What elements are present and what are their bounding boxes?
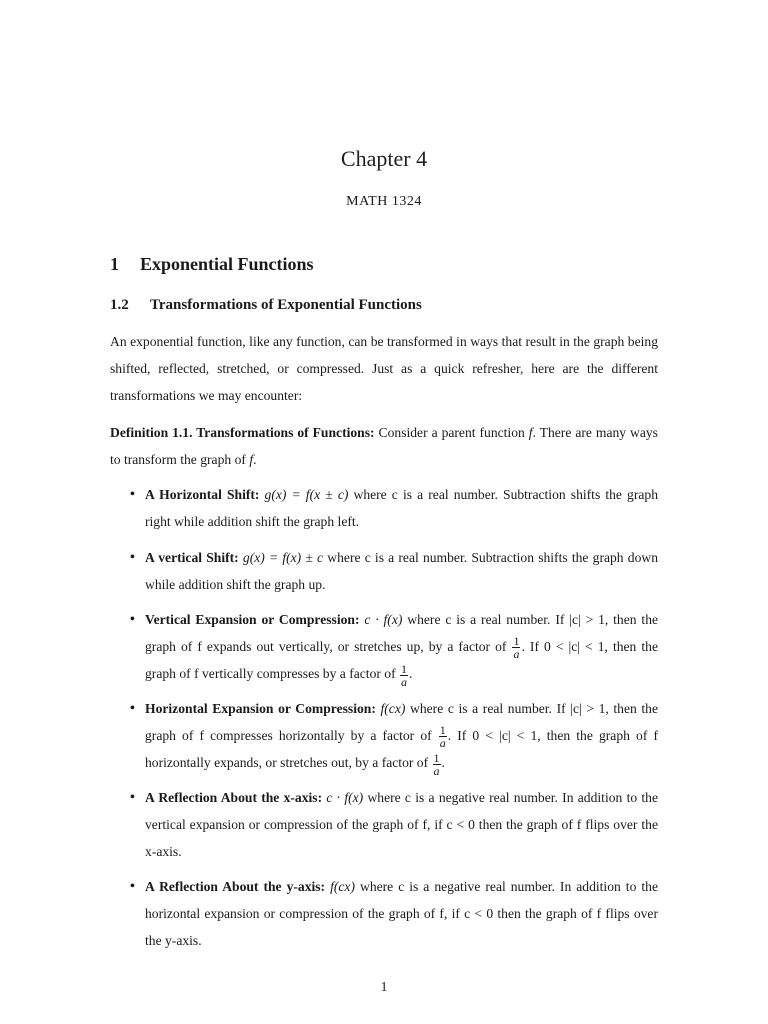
course-label: MATH 1324	[346, 194, 422, 209]
bullet-text-2: . If 0 < |c| < 1, then the graph of f vertically compresses by a factor of	[145, 639, 658, 682]
subsection-title: Transformations of Exponential Functions	[150, 297, 422, 313]
bullet-text: where c is a negative real number. In addition to the horizontal expansion or compression of the graph of f, if c < 0 then the graph of f flips over the y-axis.	[145, 879, 658, 948]
section-title: Exponential Functions	[140, 254, 314, 274]
section-number: 1	[110, 254, 119, 274]
list-item-vertical-shift	[110, 544, 658, 598]
bullet-text: where c is a real number. Subtraction shifts the graph right while addition shift the graph left.	[145, 487, 659, 529]
bullet-icon: •	[130, 550, 135, 565]
bullet-formula: c · f(x)	[364, 612, 403, 627]
bullet-icon: •	[130, 879, 135, 894]
page-number: 1	[380, 979, 388, 994]
bullet-icon: •	[130, 487, 135, 502]
fraction: $\frac{1}{a}$	[433, 750, 440, 778]
definition-f-2: f	[249, 452, 254, 467]
list-item-reflection-x	[110, 784, 658, 865]
bullet-formula: g(x) = f(x ± c)	[264, 487, 349, 502]
subsection-heading	[110, 297, 422, 314]
bullet-text: where c is a real number. If |c| > 1, then the graph of f expands out vertically, or stretches up, by a factor of	[145, 612, 659, 654]
definition-label: Definition 1.1. Transformations of Functions:	[110, 425, 375, 440]
bullet-title: A Reflection About the x-axis:	[145, 790, 323, 805]
bullet-text-3: .	[441, 755, 445, 771]
definition-f: f	[528, 425, 533, 440]
chapter-title: Chapter 4	[340, 146, 428, 171]
bullet-text: where c is a real number. Subtraction shifts the graph down while addition shift the graph up.	[145, 550, 658, 592]
bullet-formula: f(cx)	[330, 879, 355, 894]
bullet-formula: c · f(x)	[326, 790, 364, 805]
bullet-icon: •	[130, 701, 135, 716]
bullet-text-2: . If 0 < |c| < 1, then the graph of f horizontally expands, or stretches out, by a factor of	[145, 728, 658, 771]
bullet-icon: •	[130, 790, 135, 805]
fraction: $\frac{1}{a}$	[513, 634, 520, 662]
bullet-title: A vertical Shift:	[145, 550, 239, 565]
fraction: $\frac{1}{a}$	[439, 723, 446, 751]
list-item-vertical-expansion	[110, 606, 658, 688]
intro-paragraph: An exponential function, like any function, can be transformed in ways that result in the graph being shifted, reflected, stretched, or compressed. Just as a quick refresher, here are the different transformations we may encounter:	[110, 334, 658, 403]
section-heading	[110, 254, 314, 275]
fraction: $\frac{1}{a}$	[401, 661, 408, 689]
list-item-horizontal-expansion	[110, 695, 658, 777]
list-item-horizontal-shift	[110, 481, 658, 535]
definition-paragraph	[110, 419, 658, 473]
definition-text-2: . There are many ways to transform the graph of	[110, 425, 658, 467]
bullet-title: Vertical Expansion or Compression:	[145, 612, 360, 627]
bullet-formula: g(x) = f(x) ± c	[242, 550, 324, 565]
bullet-title: A Reflection About the y-axis:	[145, 879, 326, 894]
list-item-reflection-y	[110, 873, 658, 954]
bullet-formula: f(cx)	[380, 701, 406, 716]
bullet-text: where c is a negative real number. In addition to the vertical expansion or compression of the graph of f, if c < 0 then the graph of f flips over the x-axis.	[145, 790, 659, 859]
bullet-title: Horizontal Expansion or Compression:	[145, 701, 376, 716]
bullet-text: where c is a real number. If |c| > 1, then the graph of f compresses horizontally by a factor of	[145, 701, 659, 743]
definition-text: Consider a parent function	[378, 425, 525, 440]
bullet-title: A Horizontal Shift:	[145, 487, 260, 502]
bullet-icon: •	[130, 612, 135, 627]
subsection-number: 1.2	[110, 297, 129, 313]
definition-end: .	[253, 452, 257, 467]
bullet-text-3: .	[409, 666, 413, 682]
